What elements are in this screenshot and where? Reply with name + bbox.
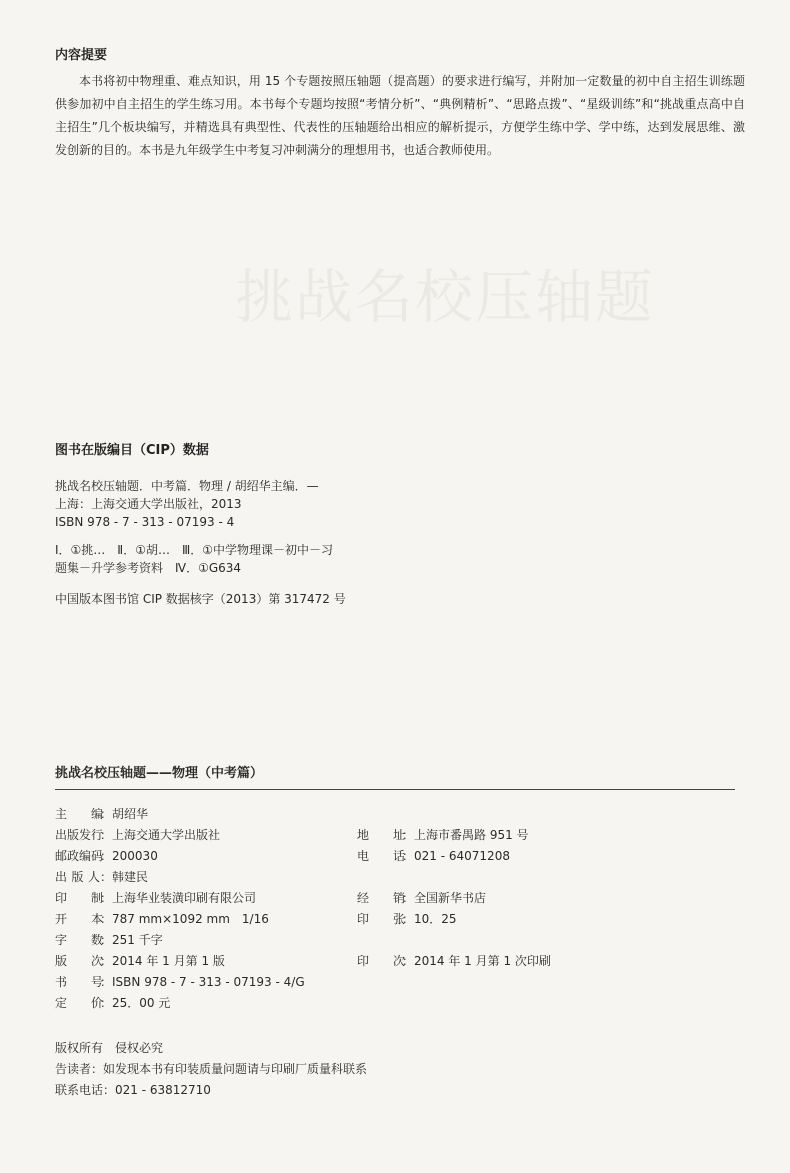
pub-value: 787 mm×1092 mm 1/16 [112,912,269,926]
pub-row: 邮政编码：200030 电 话：021 - 64071208 [55,846,745,867]
bleed-through-title: 挑战名校压轴题 [235,263,656,331]
pub-key: 邮政编码 [55,849,104,863]
cip-number: 中国版本图书馆 CIP 数据核字（2013）第 317472 号 [55,592,346,606]
pub-value: 上海市番禺路 951 号 [414,828,529,842]
pub-key: 开 本 [55,912,104,926]
pub-key: 主 编 [55,807,104,821]
divider [55,789,735,790]
pub-value: 上海华业装潢印刷有限公司 [112,891,257,905]
cip-line: Ⅰ．①挑… Ⅱ．①胡… Ⅲ．①中学物理课－初中－习 [55,543,333,557]
pub-value: 上海交通大学出版社 [112,828,221,842]
pub-key: 字 数 [55,933,104,947]
pub-key: 印 制 [55,891,104,905]
pub-value: 251 千字 [112,933,163,947]
pub-row: 字 数：251 千字 [55,930,745,951]
summary-heading: 内容提要 [55,48,108,63]
pub-row: 主 编：胡绍华 [55,804,745,825]
pub-value: 021 - 64071208 [414,849,510,863]
pub-row: 开 本：787 mm×1092 mm 1/16 印 张：10．25 [55,909,745,930]
pub-value: 25．00 元 [112,996,171,1010]
pub-row: 书 号：ISBN 978 - 7 - 313 - 07193 - 4/G [55,972,745,993]
pub-row: 出 版 人：韩建民 [55,867,745,888]
pub-key: 出 版 人 [55,870,100,884]
cip-block [55,477,346,608]
contact-phone: 联系电话：021 - 63812710 [55,1083,211,1097]
pub-key: 版 次 [55,954,104,968]
pub-value: 韩建民 [112,870,149,884]
pub-value: 胡绍华 [112,807,149,821]
cip-line: ISBN 978 - 7 - 313 - 07193 - 4 [55,515,235,529]
pub-value: 10．25 [414,912,457,926]
pub-row: 出版发行：上海交通大学出版社 地 址：上海市番禺路 951 号 [55,825,745,846]
pub-key: 出版发行 [55,828,104,842]
pub-row: 定 价：25．00 元 [55,993,745,1014]
pub-key: 印 张 [357,912,406,926]
reader-notice: 告读者：如发现本书有印装质量问题请与印刷厂质量科联系 [55,1062,368,1076]
pub-key: 印 次 [357,954,406,968]
pub-value: 2014 年 1 月第 1 版 [112,954,225,968]
pub-value: 200030 [112,849,158,863]
cip-heading: 图书在版编目（CIP）数据 [55,443,209,458]
cip-line: 题集－升学参考资料 Ⅳ．①G634 [55,561,242,575]
publication-info [55,804,745,1014]
pub-key: 电 话 [357,849,406,863]
summary-paragraph: 本书将初中物理重、难点知识，用 15 个专题按照压轴题（提高题）的要求进行编写，并附加一定数量的初中自主招生训练题供参加初中自主招生的学生练习用。本书每个专题均按照“考情分析”、“典例精析”、“思路点拨”、“星级训练”和“挑战重点高中自主招生”几个板块编写，并精选具有典型性、代表性的压轴题给出相应的解析提示，方便学生练中学、学中练，达到发展思维、激发创新的目的。本书是九年级学生中考复习冲刺满分的理想用书，也适合教师使用。 [55,74,745,157]
pub-key: 地 址 [357,828,406,842]
pub-key: 经 销 [357,891,406,905]
book-title: 挑战名校压轴题——物理（中考篇） [55,766,264,781]
pub-key: 定 价 [55,996,104,1010]
pub-value: ISBN 978 - 7 - 313 - 07193 - 4/G [112,975,305,989]
rights-reserved: 版权所有 侵权必究 [55,1041,164,1055]
pub-row: 印 制：上海华业装潢印刷有限公司 经 销：全国新华书店 [55,888,745,909]
pub-key: 书 号 [55,975,104,989]
rights-block [55,1038,367,1101]
pub-value: 全国新华书店 [414,891,487,905]
cip-line: 上海：上海交通大学出版社，2013 [55,497,242,511]
cip-line: 挑战名校压轴题．中考篇．物理 / 胡绍华主编．— [55,479,319,493]
pub-value: 2014 年 1 月第 1 次印刷 [414,954,551,968]
pub-row: 版 次：2014 年 1 月第 1 版 印 次：2014 年 1 月第 1 次印刷 [55,951,745,972]
